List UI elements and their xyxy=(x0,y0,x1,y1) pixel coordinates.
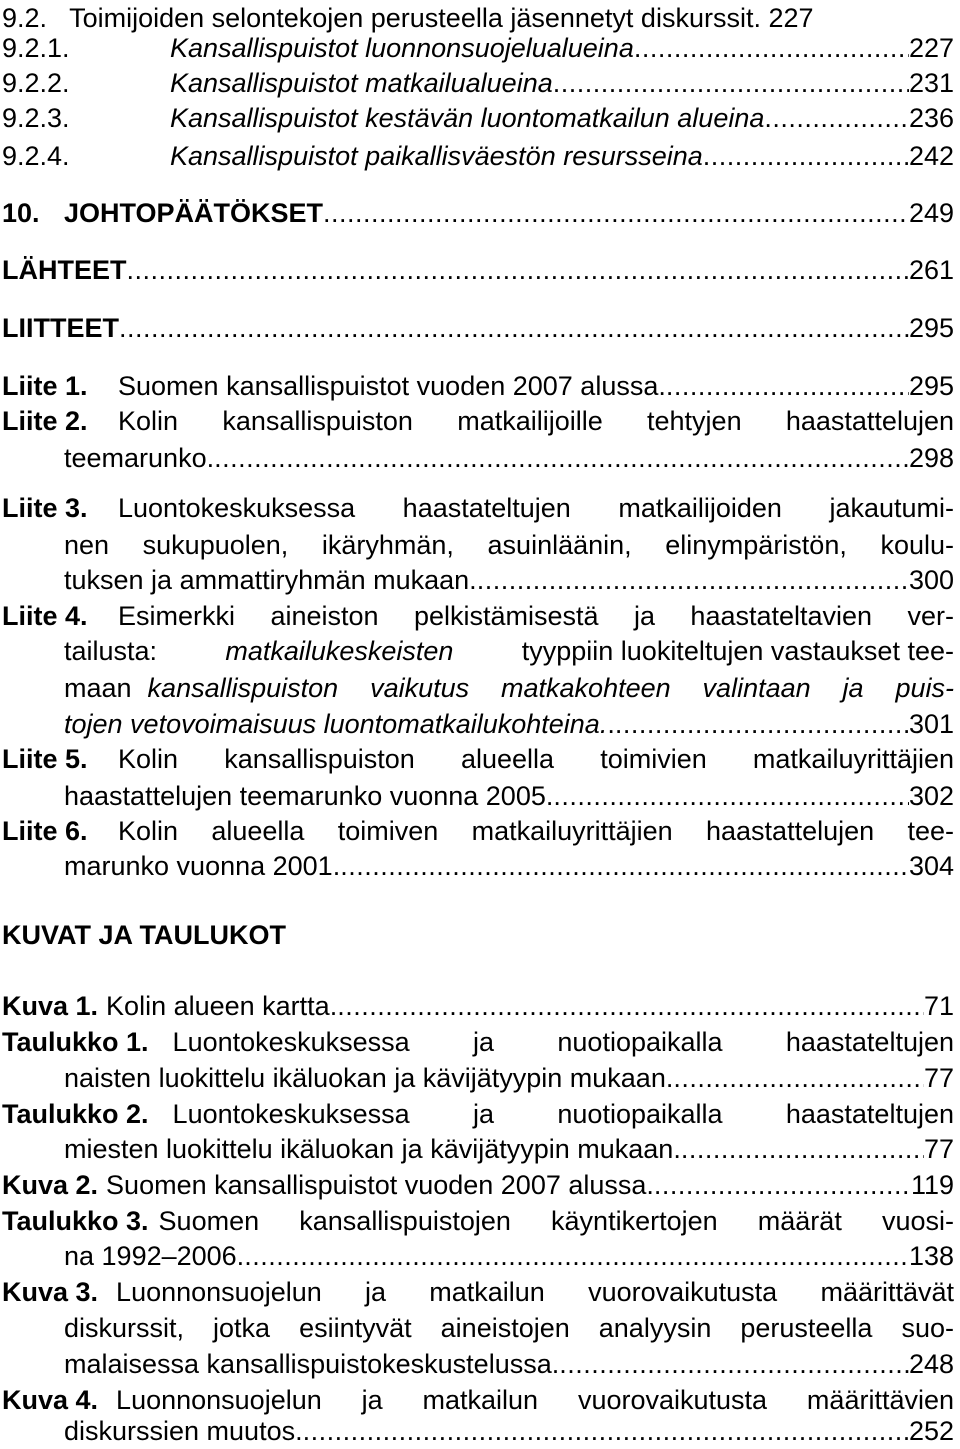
appendix-italic-text: tojen vetovoimaisuus luontomatkailukohteina. xyxy=(64,709,608,739)
leader-dots xyxy=(553,65,909,101)
figure-entry-2[interactable] xyxy=(2,1167,954,1203)
leader-dots xyxy=(119,310,909,346)
toc-number: 9.2.4. xyxy=(2,141,70,171)
figures-heading: KUVAT JA TAULUKOT xyxy=(2,920,286,950)
toc-page: 227 xyxy=(768,3,814,33)
toc-page: 300 xyxy=(908,565,954,595)
table-entry-3-cont[interactable] xyxy=(64,1238,954,1274)
toc-page: 298 xyxy=(908,443,954,473)
appendix-text: tailusta: xyxy=(64,636,158,666)
toc-entry-liitteet[interactable] xyxy=(2,310,954,346)
table-entry-3[interactable] xyxy=(2,1203,954,1239)
figure-title-line: malaisessa kansallispuistokeskustelussa. xyxy=(64,1349,560,1379)
figure-entry-3[interactable] xyxy=(2,1274,954,1310)
figure-label: Kuva 1. xyxy=(2,991,99,1021)
toc-number: 9.2.1. xyxy=(2,33,70,63)
appendix-entry-5[interactable] xyxy=(2,741,954,777)
appendix-entry-6-cont[interactable] xyxy=(64,848,954,884)
toc-entry-lahteet[interactable] xyxy=(2,252,954,288)
toc-entry-9-2-4[interactable] xyxy=(2,138,954,174)
table-label: Taulukko 1. xyxy=(2,1027,149,1057)
toc-page: 295 xyxy=(908,371,954,401)
appendix-title: Suomen kansallispuistot vuoden 2007 alussa. xyxy=(118,371,666,401)
toc-title: Kansallispuistot paikallisväestön resursseina xyxy=(170,141,703,171)
toc-title: Kansallispuistot matkailualueina xyxy=(170,68,553,98)
toc-page: 302 xyxy=(908,781,954,811)
appendix-label: Liite 6. xyxy=(2,816,88,846)
appendix-title-line: Kolin alueella toimiven matkailuyrittäjien haastattelujen tee- xyxy=(118,816,954,846)
table-title-line: Luontokeskuksessa ja nuotiopaikalla haastateltujen xyxy=(172,1099,954,1129)
appendix-entry-3-line2: nen sukupuolen, ikäryhmän, asuinläänin, elinympäristön, koulu- xyxy=(64,530,954,560)
table-entry-1-cont[interactable] xyxy=(64,1060,954,1096)
figure-title-line: Luonnonsuojelun ja matkailun vuorovaikutusta määrittävät xyxy=(116,1277,954,1307)
toc-page: 252 xyxy=(908,1416,954,1446)
appendix-italic-text: kansallispuiston vaikutus matkakohteen valintaan ja puis- xyxy=(147,673,954,703)
toc-number: 9.2.2. xyxy=(2,68,70,98)
toc-page: 77 xyxy=(923,1134,954,1164)
appendix-entry-3[interactable] xyxy=(2,490,954,526)
figure-label: Kuva 3. xyxy=(2,1277,99,1307)
appendix-label: Liite 5. xyxy=(2,744,88,774)
leader-dots xyxy=(654,1167,911,1203)
appendix-text: . xyxy=(607,709,615,739)
toc-title: Kansallispuistot kestävän luontomatkailun alueina xyxy=(170,103,765,133)
toc-page: 249 xyxy=(908,198,954,228)
leader-dots xyxy=(681,1131,924,1167)
table-title-line: miesten luokittelu ikäluokan ja kävijätyypin mukaan. xyxy=(64,1134,681,1164)
leader-dots xyxy=(477,562,909,598)
toc-page: 236 xyxy=(908,103,954,133)
appendix-text: maan xyxy=(64,673,132,703)
toc-page: 304 xyxy=(908,851,954,881)
toc-entry-9-2-2[interactable] xyxy=(2,65,954,101)
appendix-entry-2-cont[interactable] xyxy=(64,440,954,476)
appendix-title-line: Luontokeskuksessa haastateltujen matkailijoiden jakautumi- xyxy=(118,493,954,523)
toc-entry-10[interactable] xyxy=(2,195,954,231)
appendix-entry-4[interactable] xyxy=(2,598,954,634)
leader-dots xyxy=(214,440,909,476)
toc-title: LÄHTEET xyxy=(2,255,127,285)
toc-number: 9.2. xyxy=(2,3,48,33)
table-label: Taulukko 3. xyxy=(2,1206,149,1236)
leader-dots xyxy=(127,252,909,288)
toc-title: Toimijoiden selontekojen perusteella jäsennetyt diskurssit. xyxy=(69,3,761,33)
table-title-line: na 1992–2006. xyxy=(64,1241,245,1271)
figure-label: Kuva 2. xyxy=(2,1170,99,1200)
appendix-entry-3-cont[interactable] xyxy=(64,562,954,598)
table-entry-2-cont[interactable] xyxy=(64,1131,954,1167)
toc-page: 301 xyxy=(908,709,954,739)
leader-dots xyxy=(673,1060,924,1096)
toc-entry-9-2-3[interactable] xyxy=(2,100,954,136)
figure-title: Kolin alueen kartta. xyxy=(106,991,338,1021)
appendix-entry-4-cont[interactable] xyxy=(64,706,954,742)
table-entry-1[interactable] xyxy=(2,1024,954,1060)
figure-title: Suomen kansallispuistot vuoden 2007 alussa. xyxy=(106,1170,654,1200)
toc-title: LIITTEET xyxy=(2,313,119,343)
figure-title-line: diskurssien muutos. xyxy=(64,1416,303,1446)
appendix-label: Liite 3. xyxy=(2,493,88,523)
toc-page: 261 xyxy=(908,255,954,285)
appendix-label: Liite 1. xyxy=(2,371,88,401)
toc-page: 231 xyxy=(908,68,954,98)
leader-dots xyxy=(303,1413,909,1449)
leader-dots xyxy=(323,195,909,231)
toc-title: JOHTOPÄÄTÖKSET xyxy=(64,198,324,228)
table-title-line: Luontokeskuksessa ja nuotiopaikalla haastateltujen xyxy=(172,1027,954,1057)
leader-dots xyxy=(703,138,909,174)
appendix-title-line: marunko vuonna 2001. xyxy=(64,851,341,881)
leader-dots xyxy=(340,848,909,884)
figure-entry-3-line2: diskurssit, jotka esiintyvät aineistojen analyysin perusteella suo- xyxy=(64,1313,954,1343)
figure-label: Kuva 4. xyxy=(2,1385,99,1415)
appendix-italic-text: matkailukeskeisten xyxy=(225,636,454,666)
toc-entry-9-2-1[interactable] xyxy=(2,30,954,66)
figure-entry-4-cont[interactable] xyxy=(64,1413,954,1449)
appendix-title-line: tuksen ja ammattiryhmän mukaan. xyxy=(64,565,477,595)
appendix-label: Liite 2. xyxy=(2,406,88,436)
toc-page: 295 xyxy=(908,313,954,343)
leader-dots xyxy=(764,100,909,136)
appendix-title-line: Kolin kansallispuiston matkailijoille tehtyjen haastattelujen xyxy=(118,406,954,436)
toc-page: 119 xyxy=(910,1170,954,1200)
leader-dots xyxy=(244,1238,909,1274)
leader-dots xyxy=(559,1346,909,1382)
figure-entry-3-cont[interactable] xyxy=(64,1346,954,1382)
toc-page: 227 xyxy=(908,33,954,63)
toc-page: 242 xyxy=(908,141,954,171)
appendix-label: Liite 4. xyxy=(2,601,88,631)
leader-dots xyxy=(666,368,909,404)
appendix-title-line: Esimerkki aineiston pelkistämisestä ja haastateltavien ver- xyxy=(118,601,954,631)
toc-page: 77 xyxy=(923,1063,954,1093)
appendix-entry-6[interactable] xyxy=(2,813,954,849)
toc-page: 248 xyxy=(908,1349,954,1379)
table-title-line: Suomen kansallispuistojen käyntikertojen määrät vuosi- xyxy=(158,1206,954,1236)
table-title-line: naisten luokittelu ikäluokan ja kävijätyypin mukaan. xyxy=(64,1063,674,1093)
toc-title: Kansallispuistot luonnonsuojelualueina xyxy=(170,33,634,63)
leader-dots xyxy=(615,706,909,742)
figure-entry-1[interactable] xyxy=(2,988,954,1024)
appendix-title-line: haastattelujen teemarunko vuonna 2005. xyxy=(64,781,554,811)
toc-number: 9.2.3. xyxy=(2,103,70,133)
table-entry-2[interactable] xyxy=(2,1096,954,1132)
leader-dots xyxy=(337,988,924,1024)
appendix-title-line: Kolin kansallispuiston alueella toimivien matkailuyrittäjien xyxy=(118,744,954,774)
appendix-entry-4-line2 xyxy=(64,633,954,669)
appendix-entry-4-line3 xyxy=(64,670,954,706)
toc-page: 71 xyxy=(923,991,954,1021)
appendix-entry-1[interactable] xyxy=(2,368,954,404)
table-label: Taulukko 2. xyxy=(2,1099,149,1129)
toc-page: 138 xyxy=(908,1241,954,1271)
appendix-entry-5-cont[interactable] xyxy=(64,778,954,814)
appendix-entry-2[interactable] xyxy=(2,403,954,439)
appendix-text: tyyppiin luokiteltujen vastaukset tee- xyxy=(521,636,954,666)
appendix-title-line: teemarunko. xyxy=(64,443,215,473)
toc-number: 10. xyxy=(2,198,40,228)
leader-dots xyxy=(634,30,909,66)
figure-title-line: Luonnonsuojelun ja matkailun vuorovaikutusta määrittävien xyxy=(116,1385,954,1415)
leader-dots xyxy=(553,778,909,814)
